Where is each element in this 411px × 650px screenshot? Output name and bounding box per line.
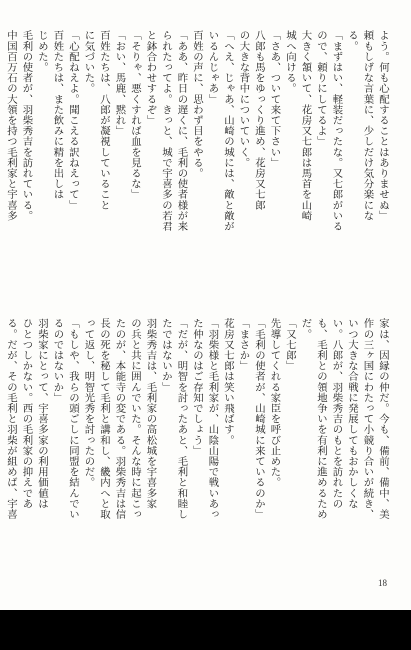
page-number: 18: [378, 578, 387, 588]
upper-line: 「そりゃ、悪くすれば血を見るな」: [129, 30, 141, 200]
lower-line: 羽柴家にとって、宇喜多家の利用価値は: [36, 318, 48, 509]
lower-line: 家は、因縁の仲だ。今も、備前、備中、美: [377, 318, 389, 520]
upper-line: いるんじゃあ」: [206, 30, 219, 105]
upper-line: 「おい、馬鹿、黙れ」: [113, 30, 126, 136]
upper-line: 「ああ、昨日の遅くに、毛利の使者様が来: [175, 30, 188, 232]
lower-line: 「又七郎」: [284, 318, 296, 371]
upper-line: よう。何も心配することはありませぬ」: [377, 30, 389, 221]
lower-line: 「だが、明智を討ったあと、毛利と和睦し: [175, 318, 188, 520]
upper-line: 百姓の声に、思わず目をやる。: [191, 30, 203, 179]
lower-line: い。八郎が、羽柴秀吉のもとを訪れたの: [330, 318, 343, 509]
upper-line: ので、頼りにしてるよ」: [315, 30, 327, 147]
upper-line: 「へえ、じゃあ、山崎の城には、敵と敵が: [222, 30, 234, 232]
upper-line: の大きな背中についていく。: [237, 30, 250, 168]
text-column-upper: [5, 30, 390, 288]
upper-line: 城へ向ける。: [284, 30, 296, 94]
upper-line: られたってよ。きっと、城で宇喜多の若君: [160, 30, 172, 232]
lower-line: 花房又七郎は笑い飛ばす。: [222, 318, 234, 446]
lower-line: 羽柴秀吉は、毛利家の高松城を宇喜多家: [144, 318, 157, 509]
lower-line: 「まさか」: [237, 318, 250, 371]
upper-line: に気づいた。: [82, 30, 95, 94]
upper-line: 百姓たちは、また飲みに精を出しは: [51, 30, 64, 200]
lower-line: たのが、本能寺の変である。羽柴秀吉は信: [113, 318, 126, 520]
viewer-bottom-bar: [0, 610, 411, 650]
upper-line: 八郎も馬をゆっくり進め、花房又七郎: [253, 30, 265, 211]
text-column-lower: [5, 318, 390, 568]
upper-line: 頼もしげな言葉に、少しだけ気分楽にな: [361, 30, 374, 221]
upper-line: 毛利の使者が、羽柴秀吉を訪れている。: [20, 30, 33, 221]
upper-line: 「さあ、ついて来て下さい」: [268, 30, 281, 168]
upper-line: る。: [346, 30, 358, 52]
upper-line: 中国百万石の大領を持つ毛利家と宇喜多: [5, 30, 17, 221]
lower-line: るのではないか」: [51, 318, 64, 403]
lower-line: だ。: [299, 318, 312, 340]
lower-line: 「羽柴様と毛利家が、山陰山陽で戦いあっ: [206, 318, 219, 520]
lower-line: の兵と共に囲んでいた。そんな時に起こっ: [129, 318, 141, 520]
upper-line: 「まずはい、軽装だったな。又七郎がいる: [330, 30, 343, 232]
upper-line: と鉢合わせするぞ」: [144, 30, 157, 126]
lower-line: いつ大きな合戦に発展してもおかしくな: [346, 318, 358, 509]
lower-line: も、毛利との領地争いを有利に進めるため: [315, 318, 327, 520]
lower-line: 「もしや、我らの頭ごしに同盟を結んでい: [67, 318, 79, 520]
lower-line: た仲なのはご存知でしょう」: [191, 318, 203, 456]
upper-line: 百姓たちは、八郎が凝視していること: [98, 30, 110, 211]
upper-line: じめた。: [36, 30, 48, 73]
lower-line: 「毛利の使者が、山崎城に来ているのか」: [253, 318, 265, 520]
upper-line: 大きく頷いて、花房又七郎は馬首を山崎: [299, 30, 312, 221]
lower-line: って返し、明智光秀を討ったのだ。: [82, 318, 95, 488]
lower-line: ひとつしかない。西の毛利家の抑えであ: [20, 318, 33, 509]
lower-line: たではないか」: [160, 318, 172, 393]
lower-line: 作の三ヶ国にわたって小競り合いが続き、: [361, 318, 374, 520]
upper-line: 「心配ねえよ。聞こえる訳ねえって」: [67, 30, 79, 211]
lower-line: 先導してくれる家臣を呼び止めた。: [268, 318, 281, 488]
lower-line: る。だが、その毛利と羽柴が組めば、宇喜: [5, 318, 17, 520]
lower-line: 長の死を秘して毛利と講和し、畿内へと取: [98, 318, 110, 520]
